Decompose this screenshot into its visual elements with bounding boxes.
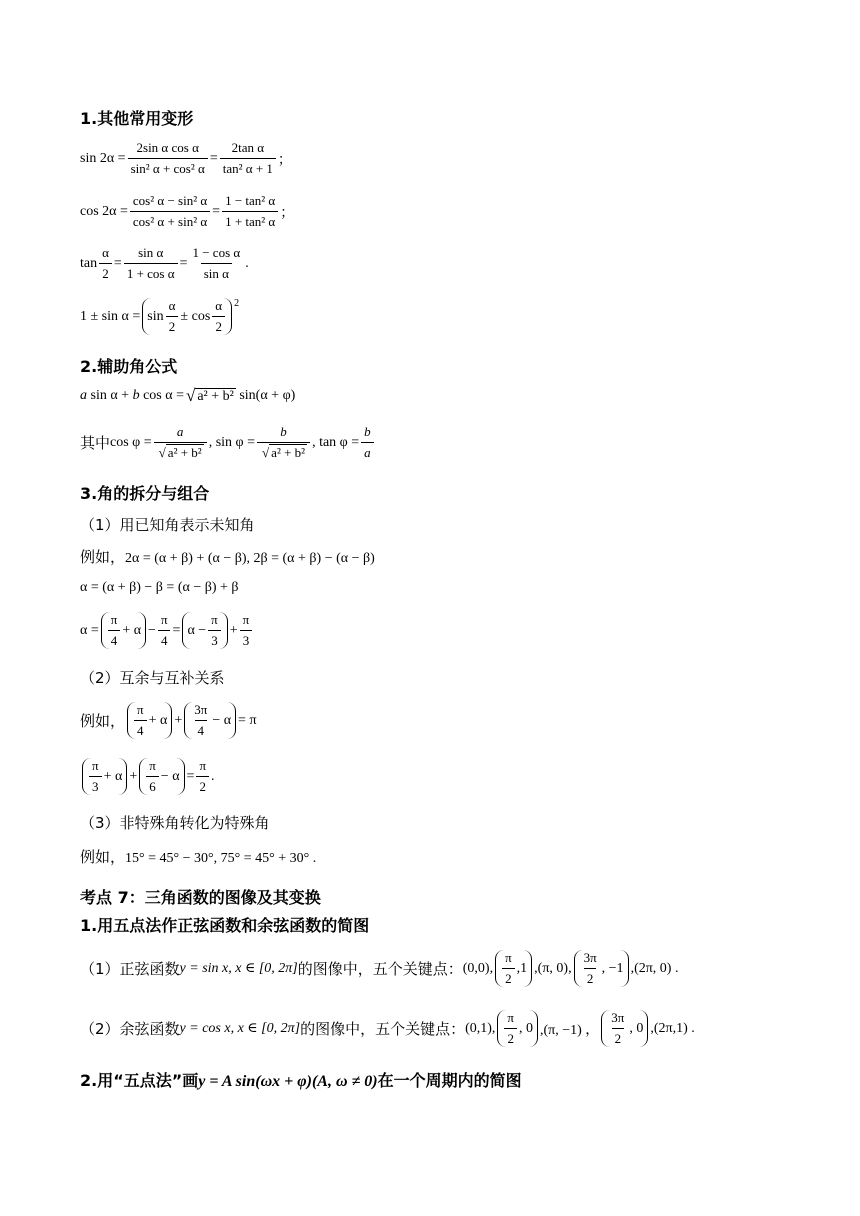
- formula-sin2a: [80, 140, 292, 177]
- example-5: π 3 + α + π 6 − α = $\frac{\pi}{2}$ .: [80, 758, 215, 795]
- radicand: a² + b²: [197, 388, 234, 404]
- example-2: α = (α + β) − β = (α − β) + β: [80, 580, 239, 595]
- label-where: 其中: [80, 434, 111, 452]
- sine-five-points: （1）正弦函数 y = sin x, x ∈ [0, 2π] 的图像中，五个关键点： (0,0), π 2 ,1 ,(π, 0), 3π 2 , −1 ,(2π, 0) .: [80, 950, 679, 986]
- formula-one-pm-sin: [80, 298, 239, 335]
- equals-sign: =: [212, 203, 221, 219]
- fraction: $\frac{\text{sin α}}{\text{1 + cos α}}$: [124, 245, 178, 282]
- punctuation: ；: [280, 205, 295, 221]
- formula-lhs: 1 ± sin α =: [80, 308, 141, 324]
- example-6: 例如，15° = 45° − 30°, 75° = 45° + 30° .: [80, 848, 317, 866]
- section-title-1: 1.其他常用变形: [80, 109, 194, 128]
- fraction: $\frac{\alpha}{2}$: [99, 245, 112, 282]
- topic-7-subtitle-2: 2.用“五点法”画y = A sin(ωx + φ)(A, ω ≠ 0)在一个周期内的简图: [80, 1071, 522, 1090]
- section-title-3: 3.角的拆分与组合: [80, 484, 210, 503]
- subitem-1: （1）用已知角表示未知角: [80, 516, 255, 534]
- section-title-2: 2.辅助角公式: [80, 357, 178, 376]
- subitem-3: （3）非特殊角转化为特殊角: [80, 814, 270, 832]
- fraction: $\frac{\text{1 − cos α}}{\text{sin α}}$: [192, 245, 241, 281]
- cosine-five-points: （2）余弦函数 y = cos x, x ∈ [0, 2π] 的图像中，五个关键点： (0,1), π 2 , 0 ,(π, −1) ， 3π 2 , 0 ,(2π,1) .: [80, 1010, 695, 1046]
- punctuation: .: [245, 255, 249, 271]
- exponent: 2: [234, 298, 240, 309]
- fraction: $\frac{\text{cos² α − sin² α}}{\text{cos² α + sin² α}}$: [130, 193, 210, 230]
- parenthesis-group: sin α 2 ± cos α 2: [142, 298, 232, 335]
- formula-cos2a: [80, 193, 294, 230]
- formula-tan-half: [80, 245, 249, 282]
- formula-lhs: tan: [80, 255, 98, 271]
- fraction: $\frac{\text{2tan α}}{\text{tan² α + 1}}$: [220, 140, 276, 177]
- topic-7-title: 考点 7：三角函数的图像及其变换: [80, 888, 321, 907]
- fraction: $\frac{\text{2sin α cos α}}{\text{sin² α + cos² α}}$: [128, 140, 208, 177]
- formula-phi-definition: 其中 cos φ = $\frac{a}{\text{√ a² + b²}}$ , sin φ = $\frac{b}{\text{√ a² + b²}}$ , tan φ = $\frac{b}{a}$: [80, 424, 376, 461]
- topic-7-subtitle-1: 1.用五点法作正弦函数和余弦函数的简图: [80, 916, 370, 935]
- formula-auxiliary-angle: a sin α + b cos α = √ a² + b² sin(α + φ): [80, 386, 296, 405]
- example-3: α = π 4 + α − $\frac{\pi}{4}$ = α − $\frac{\pi}{3}$ + $\frac{\pi}{3}$: [80, 612, 254, 649]
- equals-sign: =: [209, 150, 218, 166]
- formula-lhs: cos 2α =: [80, 203, 128, 219]
- fraction: $\frac{\text{1 − tan² α}}{\text{1 + tan² α}}$: [222, 193, 278, 230]
- example-1: 例如，2α = (α + β) + (α − β), 2β = (α + β) − (α − β): [80, 548, 375, 566]
- equals-sign: =: [113, 255, 122, 271]
- formula-lhs: sin 2α =: [80, 150, 126, 166]
- punctuation: ；: [277, 152, 292, 168]
- subitem-2: （2）互余与互补关系: [80, 669, 225, 687]
- example-4: 例如， π 4 + α + 3π 4 − α = π: [80, 702, 257, 738]
- equals-sign: =: [179, 255, 188, 271]
